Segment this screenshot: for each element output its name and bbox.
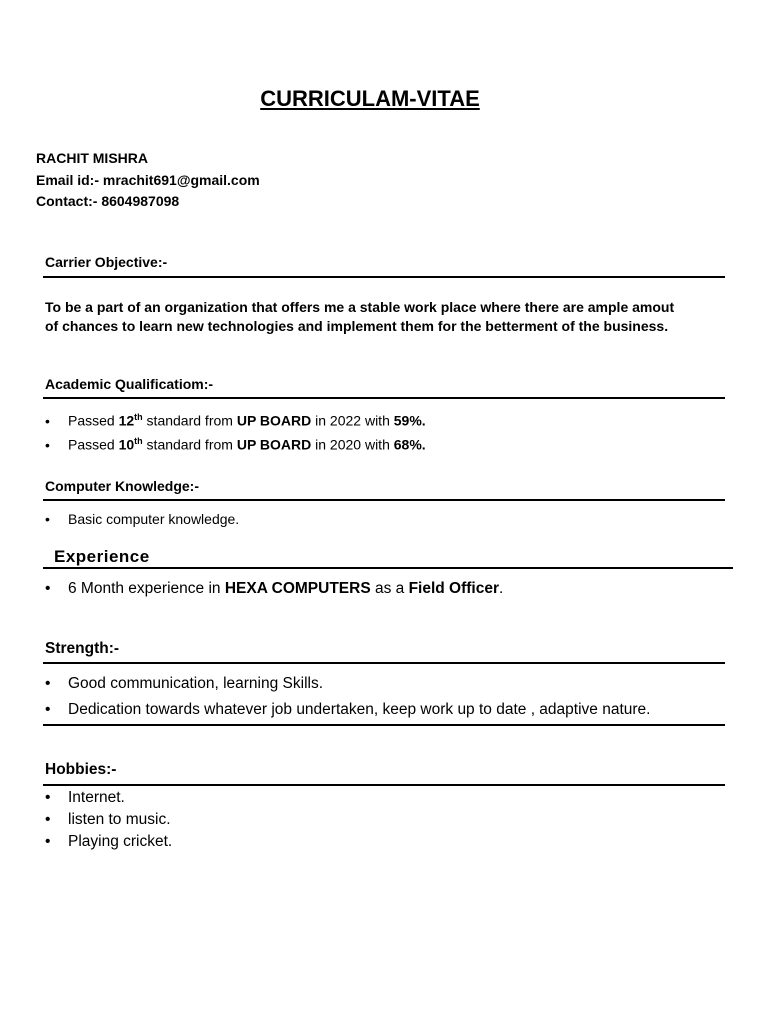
computer-heading: Computer Knowledge:- (45, 478, 199, 494)
bullet: • (45, 511, 50, 527)
hobbies-heading: Hobbies:- (45, 761, 117, 778)
objective-divider (43, 276, 725, 278)
experience-divider (43, 567, 733, 569)
list-item: • Basic computer knowledge. (45, 511, 240, 527)
experience-heading: Experience (54, 547, 150, 566)
list-item: • Good communication, learning Skills. (45, 675, 324, 692)
list-item: • 6 Month experience in HEXA COMPUTERS as a Field Officer. (45, 580, 504, 597)
bullet: • (45, 675, 51, 692)
list-item: • Passed 10th standard from UP BOARD in 2020 with 68%. (45, 436, 426, 453)
bullet: • (45, 833, 51, 850)
objective-heading: Carrier Objective:- (45, 254, 168, 270)
objective-text (45, 298, 725, 336)
academic-heading: Academic Qualificatiom:- (45, 376, 214, 392)
candidate-contact: Contact:- 8604987098 (36, 193, 180, 209)
objective-line-1: To be a part of an organization that offers me a stable work place where there are ample amout (45, 299, 675, 315)
bullet: • (45, 412, 50, 429)
list-item: • Playing cricket. (45, 833, 173, 850)
bullet: • (45, 789, 51, 806)
list-item: • Dedication towards whatever job undertaken, keep work up to date , adaptive nature. (45, 701, 651, 718)
strength-divider (43, 662, 725, 664)
objective-line-2: of chances to learn new technologies and implement them for the betterment of the business. (45, 318, 669, 334)
academic-divider (43, 397, 725, 399)
computer-divider (43, 499, 725, 501)
bullet: • (45, 701, 51, 718)
document-title: CURRICULAM-VITAE (260, 86, 480, 111)
hobbies-divider (43, 784, 725, 786)
strength-heading: Strength:- (45, 640, 120, 657)
bullet: • (45, 811, 51, 828)
bullet: • (45, 580, 51, 597)
candidate-name: RACHIT MISHRA (36, 150, 148, 166)
list-item: • Passed 12th standard from UP BOARD in 2022 with 59%. (45, 412, 426, 429)
bullet: • (45, 436, 50, 453)
strength-bottom-divider (43, 724, 725, 726)
list-item: • listen to music. (45, 811, 171, 828)
candidate-email: Email id:- mrachit691@gmail.com (36, 172, 260, 188)
list-item: • Internet. (45, 789, 125, 806)
